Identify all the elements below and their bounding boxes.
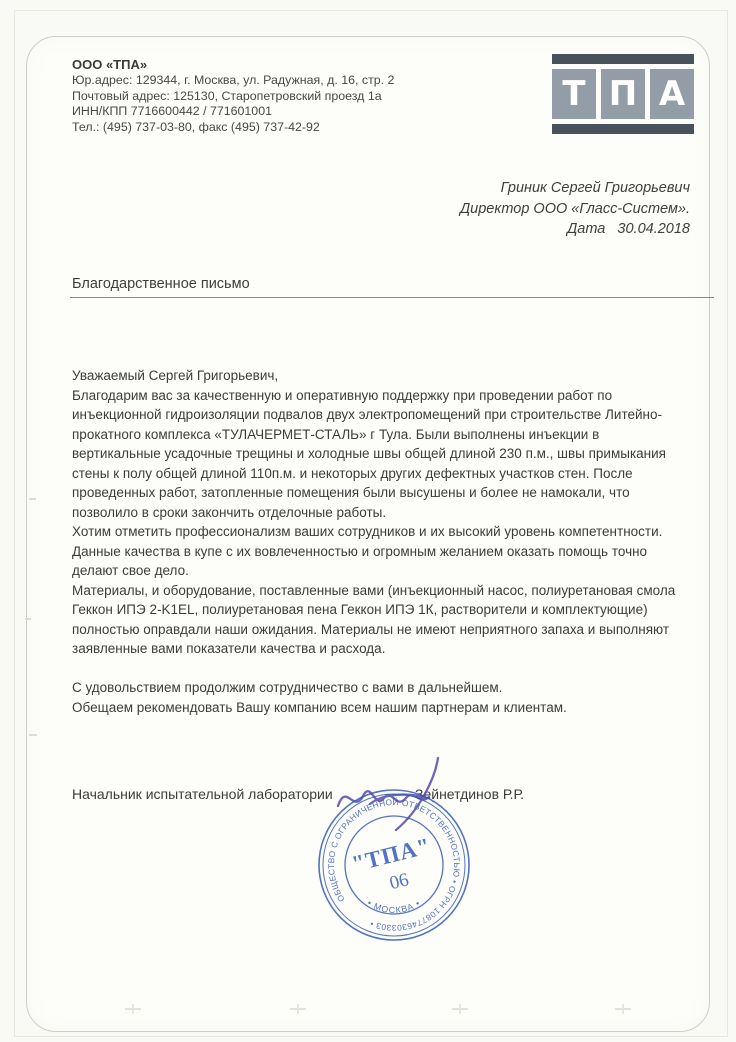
company-name: ООО «ТПА»	[72, 57, 148, 72]
body-line: Обещаем рекомендовать Вашу компанию всем нашим партнерам и клиентам.	[72, 699, 567, 715]
stamp-city-text: • МОСКВА •	[365, 897, 423, 916]
body-line: стены к полу общей длиной 110п.м. и некоторых других дефектных участков стен. После	[72, 465, 633, 481]
company-detail-line: Тел.: (495) 737-03-80, факс (495) 737-42-92	[72, 119, 320, 134]
company-stamp	[315, 786, 473, 944]
body-line: С удовольствием продолжим сотрудничество с вами в дальнейшем.	[72, 680, 503, 695]
company-detail-line: Почтовый адрес: 125130, Старопетровский проезд 1а	[72, 88, 382, 103]
logo-tile	[650, 69, 694, 119]
body-line	[72, 659, 722, 679]
body-line: прокатного комплекса «ТУЛАЧЕРМЕТ-СТАЛЬ» г Тула. Были выполнены инъекции в	[72, 426, 600, 442]
letter-body	[72, 366, 722, 717]
body-line: инъекционной гидроизоляции подвалов двух электропомещений при строительстве Литейно-	[72, 407, 662, 422]
company-details	[72, 73, 394, 135]
body-line: Хотим отметить профессионализм ваших сотрудников и их высокий уровень компетентности.	[72, 524, 663, 539]
letter-title: Благодарственное письмо	[72, 276, 250, 292]
scan-artifact	[25, 618, 31, 620]
body-line: Благодарим вас за качественную и оперативную поддержку при проведении работ по	[72, 387, 613, 403]
logo-tiles	[552, 69, 694, 119]
scan-artifact	[29, 498, 36, 500]
body-line: позволило в сроки закончить отделочные работы.	[72, 504, 387, 520]
recipient-line: Гриник Сергей Григорьевич	[500, 180, 690, 196]
logo-letter: Т	[562, 74, 586, 114]
letterhead	[72, 56, 394, 135]
scan-artifact	[290, 1008, 306, 1010]
recipient-block	[460, 178, 690, 240]
scan-artifact	[125, 1008, 141, 1010]
body-line: Геккон ИПЭ 2-K1EL, полиуретановая пена Геккон ИПЭ 1К, растворители и комплектующие)	[72, 602, 648, 617]
stamp-center-number: 06	[387, 869, 411, 895]
signature-name: Зейнетдинов Р.Р.	[415, 786, 525, 802]
body-line: вертикальные усадочные трещины и холодные швы общей длиной 230 п.м., швы примыкания	[72, 446, 666, 461]
recipient-line: Дата 30.04.2018	[567, 221, 690, 237]
logo-letter: А	[658, 74, 686, 114]
stamp-ring-text: ОБЩЕСТВО С ОГРАНИЧЕННОЙ ОТВЕТСТВЕННОСТЬЮ • ОГРН 1087746303303 •	[325, 796, 463, 934]
body-line: Уважаемый Сергей Григорьевич,	[72, 368, 279, 383]
stamp-center-name: "ТПА"	[349, 832, 434, 877]
body-line: проведенных работ, затопленные помещения были высушены и более не намокали, что	[72, 485, 630, 500]
logo-top-bar	[552, 54, 694, 64]
signature-role: Начальник испытательной лаборатории	[72, 786, 333, 802]
scan-artifact	[29, 734, 37, 736]
body-line: заявленные вами показатели качества и расхода.	[72, 641, 386, 656]
title-rule	[70, 297, 714, 298]
company-detail-line: Юр.адрес: 129344, г. Москва, ул. Радужная, д. 16, стр. 2	[72, 73, 395, 87]
scan-artifact	[615, 1008, 631, 1010]
logo-letter: П	[608, 74, 638, 114]
recipient-line: Директор ООО «Гласс-Систем».	[459, 200, 690, 217]
company-detail-line: ИНН/КПП 7716600442 / 771601001	[72, 104, 272, 119]
logo-tile	[552, 69, 596, 119]
body-line: Материалы, и оборудование, поставленные вами (инъекционный насос, полиуретановая смола	[72, 582, 676, 598]
logo-tile	[601, 69, 645, 119]
body-line: делают свое дело.	[72, 563, 189, 578]
body-line: полностью оправдали наши ожидания. Материалы не имеют неприятного запаха и выполняют	[72, 621, 670, 637]
scan-artifact	[452, 1008, 468, 1010]
logo-bottom-bar	[552, 124, 694, 134]
company-logo	[552, 54, 694, 134]
body-line: Данные качества в купе с их вовлеченностью и огромным желанием оказать помощь точно	[72, 543, 648, 559]
